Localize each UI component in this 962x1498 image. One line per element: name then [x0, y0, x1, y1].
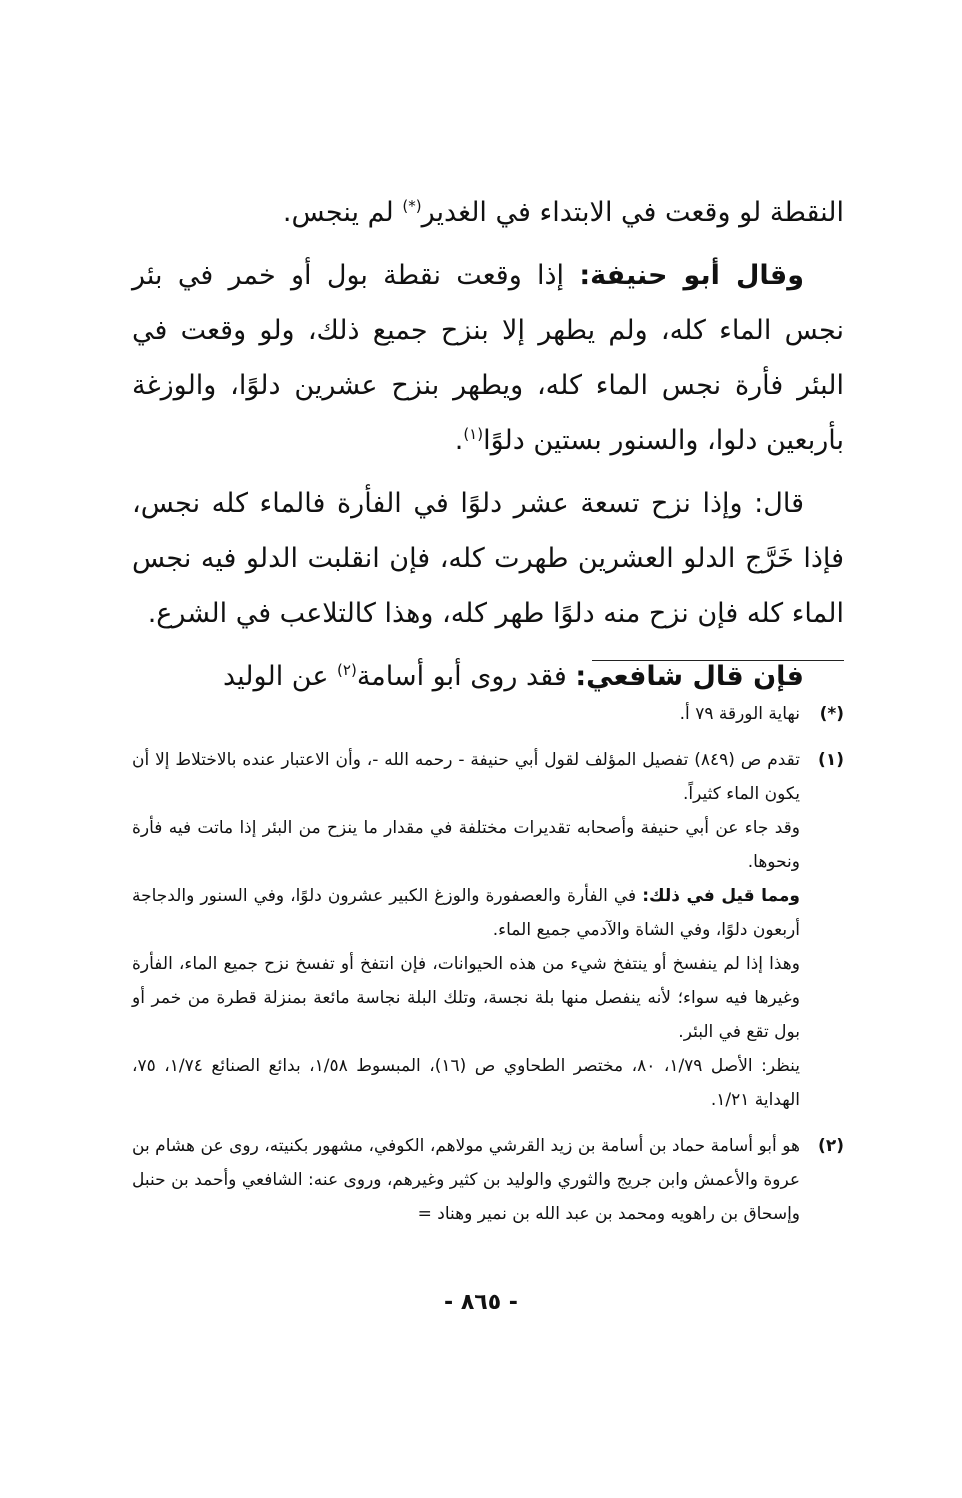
- footnote-2-continuation-mark: =: [417, 1204, 432, 1224]
- footnote-ref-star[interactable]: (*): [402, 197, 422, 215]
- footnote-1: [132, 743, 844, 1117]
- footnote-ref-1[interactable]: (١): [463, 425, 484, 443]
- footnote-2-marker: (٢): [818, 1136, 844, 1156]
- paragraph-4-text: فقد روى أبو أسامة: [356, 661, 567, 692]
- footnote-2-text: [132, 1129, 800, 1231]
- speaker-shafii: فإن قال شافعي:: [575, 661, 804, 692]
- paragraph-2: [132, 248, 844, 468]
- footnote-1-marker: (١): [818, 750, 844, 770]
- paragraph-1-tail: لم ينجس.: [282, 197, 394, 228]
- footnote-star-marker: (*): [819, 704, 844, 724]
- footnote-1-para-5: ينظر: الأصل ١/٧٩، ٨٠، مختصر الطحاوي ص (١٦)، المبسوط ١/٥٨، بدائع الصنائع ١/٧٤، ٧٥، الهداية ١/٢١.: [132, 1056, 801, 1110]
- footnote-2: [132, 1129, 844, 1231]
- paragraph-1-text: النقطة لو وقعت في الابتداء في الغدير: [421, 197, 844, 228]
- speaker-abu-hanifa: وقال أبو حنيفة:: [579, 260, 804, 291]
- footnote-1-para-4: وهذا إذا لم ينفسخ أو ينتفخ شيء من هذه الحيوانات، فإن انتفخ أو تفسخ نزح جميع الماء، الفأرة وغيرها فيه سواء؛ لأنه ينفصل منها بلة نجسة، وتلك البلة نجاسة مائعة بمنزلة قطرة من خمر أو بول تقع في البئر.: [132, 954, 800, 1042]
- footnote-1-para-3-lead: ومما قيل في ذلك:: [642, 886, 800, 906]
- footnote-1-para-3: [132, 879, 800, 947]
- paragraph-2-text: إذا وقعت نقطة بول أو خمر في بئر نجس الماء كله، ولم يطهر إلا بنزح جميع ذلك، ولو وقعت في البئر فأرة نجس الماء كله، ويطهر بنزح عشرين دلوًا، والوزغة بأربعين دلوا، والسنور بستين دلوًا: [132, 260, 844, 456]
- paragraph-4-tail: عن الوليد: [222, 661, 329, 692]
- paragraph-4: [132, 649, 844, 704]
- footnote-separator: [592, 660, 844, 661]
- footnote-star: [132, 697, 844, 731]
- footnote-1-para-1: تقدم ص (٨٤٩) تفصيل المؤلف لقول أبي حنيفة - رحمه الله -، وأن الاعتبار عنده بالاختلاط إلا أن يكون الماء كثيراً.: [132, 750, 801, 804]
- main-text: [132, 185, 844, 712]
- paragraph-1: [132, 185, 844, 240]
- footnotes: [132, 697, 844, 1243]
- page-number: - ٨٦٥ -: [444, 1290, 518, 1315]
- footnote-1-para-3-text: في الفأرة والعصفورة والوزغ الكبير عشرون دلوًا، وفي السنور والدجاجة أربعون دلوًا، وفي الشاة والآدمي جميع الماء.: [132, 886, 800, 940]
- footnote-ref-2[interactable]: (٢): [337, 661, 357, 679]
- footnote-star-text: نهاية الورقة ٧٩ أ.: [679, 704, 800, 724]
- footnote-1-para-2: وقد جاء عن أبي حنيفة وأصحابه تقديرات مختلفة في مقدار ما ينزح من البئر إذا ماتت فيه فأرة ونحوها.: [132, 818, 800, 872]
- paragraph-2-tail: .: [454, 425, 464, 456]
- paragraph-3: قال: وإذا نزح تسعة عشر دلوًا في الفأرة فالماء كله نجس، فإذا خَرَّج الدلو العشرين طهرت كله، فإن انقلبت الدلو فيه نجس الماء كله فإن نزح منه دلوًا طهر كله، وهذا كالتلاعب في الشرع.: [132, 488, 844, 629]
- footnote-2-body: هو أبو أسامة حماد بن أسامة بن زيد القرشي مولاهم، الكوفي، مشهور بكنيته، روى عن هشام بن عروة والأعمش وابن جريج والثوري والوليد بن كثير وغيرهم، وروى عنه: الشافعي وأحمد بن حنبل وإسحاق بن راهويه ومحمد بن عبد الله بن نمير وهناد: [132, 1136, 800, 1224]
